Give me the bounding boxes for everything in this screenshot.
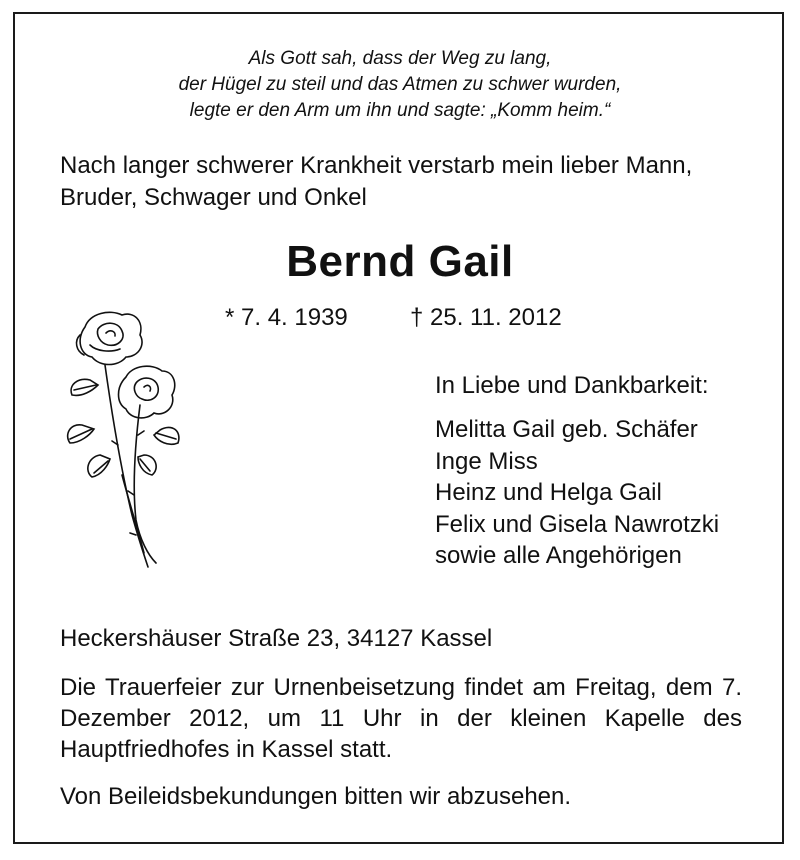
intro-line: Bruder, Schwager und Onkel (60, 184, 367, 211)
birth-date: * 7. 4. 1939 (225, 304, 348, 331)
mourners-block (435, 370, 719, 572)
poem-line: der Hügel zu steil und das Atmen zu schwer wurden, (178, 74, 622, 95)
mourner-name: Felix und Gisela Nawrotzki (435, 510, 720, 538)
poem (0, 46, 800, 124)
mourners-list (435, 414, 719, 572)
mourner-name: sowie alle Angehörigen (435, 542, 682, 569)
ceremony-text: Die Trauerfeier zur Urnenbeisetzung findet am Freitag, dem 7. Dezember 2012, um 11 Uhr in der kleinen Kapelle des Hauptfriedhofes in Kassel statt. (60, 674, 742, 763)
intro-text (60, 150, 692, 214)
poem-line: Als Gott sah, dass der Weg zu lang, (248, 48, 552, 69)
mourner-name: Inge Miss (435, 447, 538, 475)
intro-line: Nach langer schwerer Krankheit verstarb mein lieber Mann, (60, 152, 693, 179)
closing-note: Von Beileidsbekundungen bitten wir abzusehen. (60, 783, 572, 810)
mourner-name: Melitta Gail geb. Schäfer (435, 416, 698, 443)
rose-illustration-icon (60, 305, 190, 575)
death-date: † 25. 11. 2012 (410, 304, 562, 331)
mourner-name: Heinz und Helga Gail (435, 479, 662, 506)
address: Heckershäuser Straße 23, 34127 Kassel (60, 625, 493, 652)
poem-line: legte er den Arm um ihn und sagte: „Komm heim.“ (189, 100, 611, 121)
deceased-name: Bernd Gail (286, 237, 514, 286)
mourners-heading: In Liebe und Dankbarkeit: (435, 372, 709, 399)
